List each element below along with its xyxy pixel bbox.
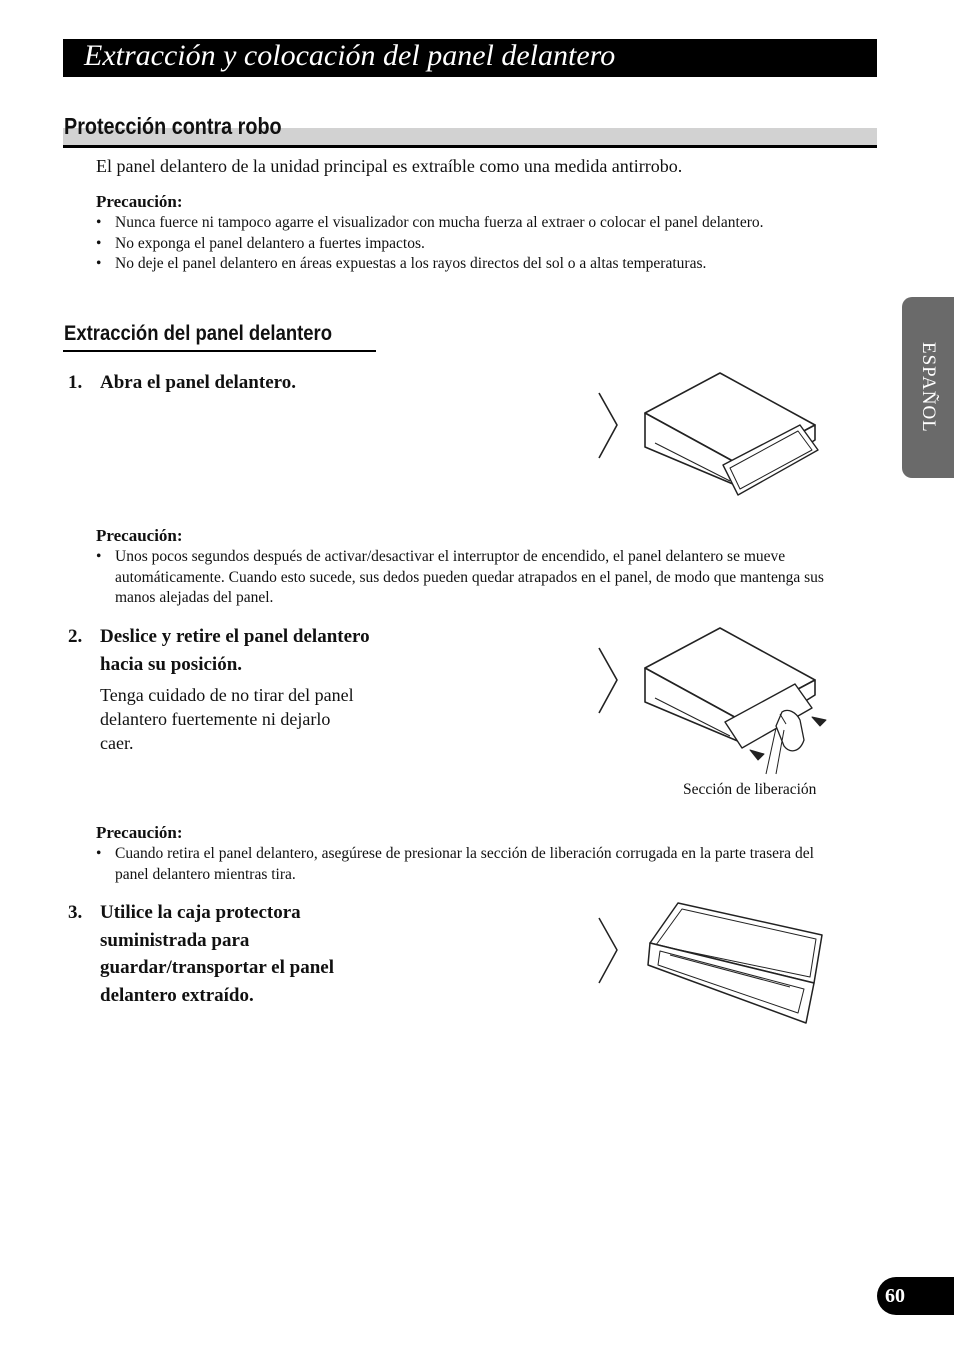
step-text: Abra el panel delantero.: [100, 372, 296, 393]
section-heading-rule: [63, 145, 877, 148]
caution-item: • Unos pocos segundos después de activar/desactivar el interruptor de encendido, el panel delantero se mueve automáticamente. Cuando esto sucede, sus dedos pueden quedar atrapados en el panel, de modo que mantenga sus manos alejadas del panel.: [96, 547, 856, 609]
step-body: Tenga cuidado de no tirar del panel delantero fuertemente ni dejarlo caer.: [100, 685, 354, 753]
caution-item: • Cuando retira el panel delantero, asegúrese de presionar la sección de liberación corrugada en la parte trasera del panel delantero mientras tira.: [96, 844, 836, 885]
step-text: Utilice la caja protectora suministrada para guardar/transportar el panel delantero extraído.: [100, 902, 334, 1006]
caution-label: Precaución:: [96, 526, 183, 545]
caution-list: [96, 844, 836, 885]
section-title: Protección contra robo: [64, 113, 282, 139]
slide-panel-illustration: [590, 620, 850, 780]
caution-item: • No exponga el panel delantero a fuertes impactos.: [96, 234, 826, 255]
step-arrow-icon: [599, 648, 617, 713]
step-arrow-icon: [599, 393, 617, 458]
subsection-title: Extracción del panel delantero: [64, 322, 333, 345]
page-title: Extracción y colocación del panel delantero: [84, 39, 616, 72]
caution-label: Precaución:: [96, 823, 183, 842]
step-number: 1.: [68, 372, 83, 393]
subsection-rule: [63, 350, 376, 352]
caution-item: • Nunca fuerce ni tampoco agarre el visualizador con mucha fuerza al extraer o colocar el panel delantero.: [96, 213, 826, 234]
section-intro: El panel delantero de la unidad principal es extraíble como una medida antirrobo.: [96, 156, 683, 176]
step-number: 3.: [68, 902, 83, 923]
caution-list: [96, 213, 826, 275]
step-text: Deslice y retire el panel delantero hacia su posición.: [100, 626, 370, 675]
caution-item: • No deje el panel delantero en áreas expuestas a los rayos directos del sol o a altas temperaturas.: [96, 254, 826, 275]
language-tab-label: ESPAÑOL: [918, 342, 939, 433]
page-number: 60: [877, 1277, 954, 1315]
protective-case-illustration: [590, 895, 840, 1030]
open-panel-illustration: [590, 365, 850, 505]
step-number: 2.: [68, 626, 83, 647]
step-arrow-icon: [599, 918, 617, 983]
figure-caption: Sección de liberación: [683, 781, 817, 798]
caution-label: Precaución:: [96, 192, 183, 211]
caution-list: [96, 547, 856, 609]
